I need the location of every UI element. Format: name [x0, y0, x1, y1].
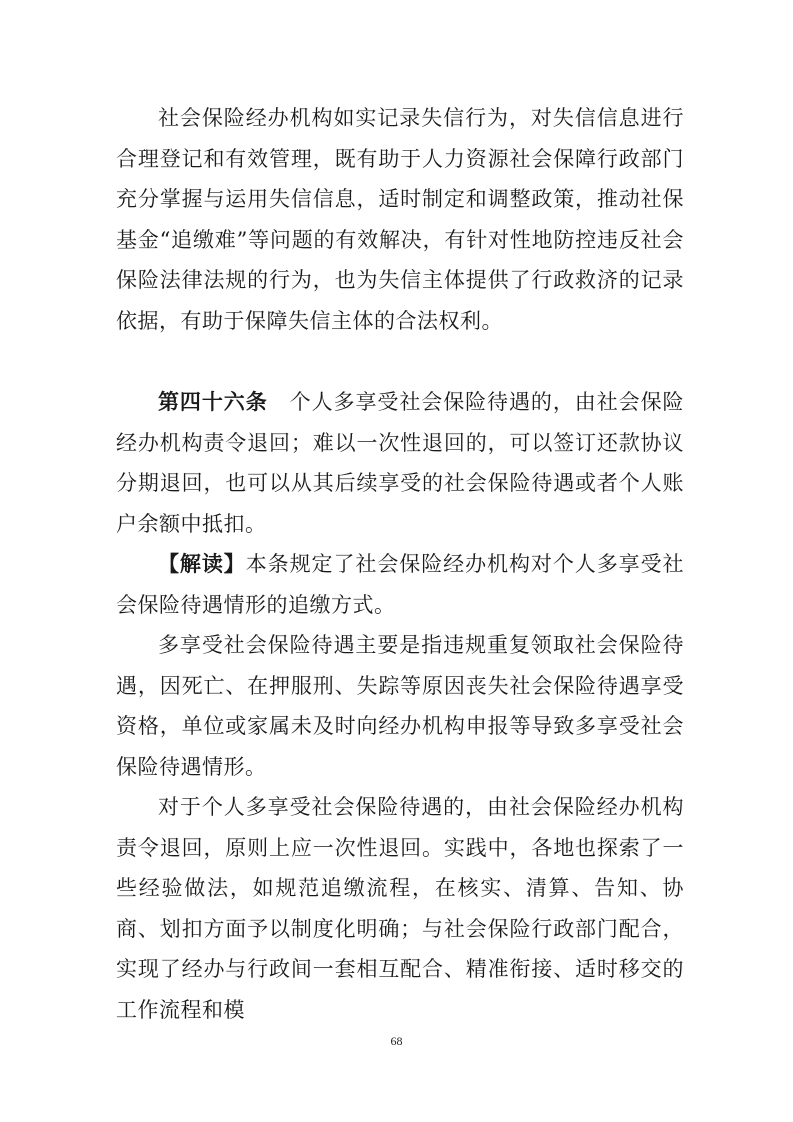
article-46: [116, 382, 684, 544]
paragraph-recovery-practice: 对于个人多享受社会保险待遇的，由社会保险经办机构责令退回，原则上应一次性退回。实践中，各地也探索了一些经验做法，如规范追缴流程，在核实、清算、告知、协商、划扣方面予以制度化明确；与社会保险行政部门配合，实现了经办与行政间一套相互配合、精准衔接、适时移交的工作流程和模: [116, 795, 684, 1022]
interpretation-text: 本条规定了社会保险经办机构对个人多享受社会保险待遇情形的追缴方式。: [116, 552, 685, 617]
paragraph-overpayment-definition: 多享受社会保险待遇主要是指违规重复领取社会保险待遇，因死亡、在押服刑、失踪等原因丧失社会保险待遇享受资格，单位或家属未及时向经办机构申报等导致多享受社会保险待遇情形。: [116, 633, 684, 779]
section-gap: [116, 341, 684, 382]
article-title: 第四十六条: [158, 389, 268, 414]
page-number: 68: [390, 1034, 403, 1048]
article-text: 个人多享受社会保险待遇的，由社会保险经办机构责令退回；难以一次性退回的，可以签订还款协议分期退回，也可以从其后续享受的社会保险待遇或者个人账户余额中抵扣。: [116, 390, 685, 536]
paragraph-credit-records: 社会保险经办机构如实记录失信行为，对失信信息进行合理登记和有效管理，既有助于人力资源社会保障行政部门充分掌握与运用失信信息，适时制定和调整政策，推动社保基金“追缴难”等问题的有效解决，有针对性地防控违反社会保险法律法规的行为，也为失信主体提供了行政救济的记录依据，有助于保障失信主体的合法权利。: [116, 106, 684, 333]
interpretation-paragraph: [116, 544, 684, 625]
document-body: [116, 98, 684, 1030]
interpretation-label: 【解读】: [158, 551, 246, 576]
